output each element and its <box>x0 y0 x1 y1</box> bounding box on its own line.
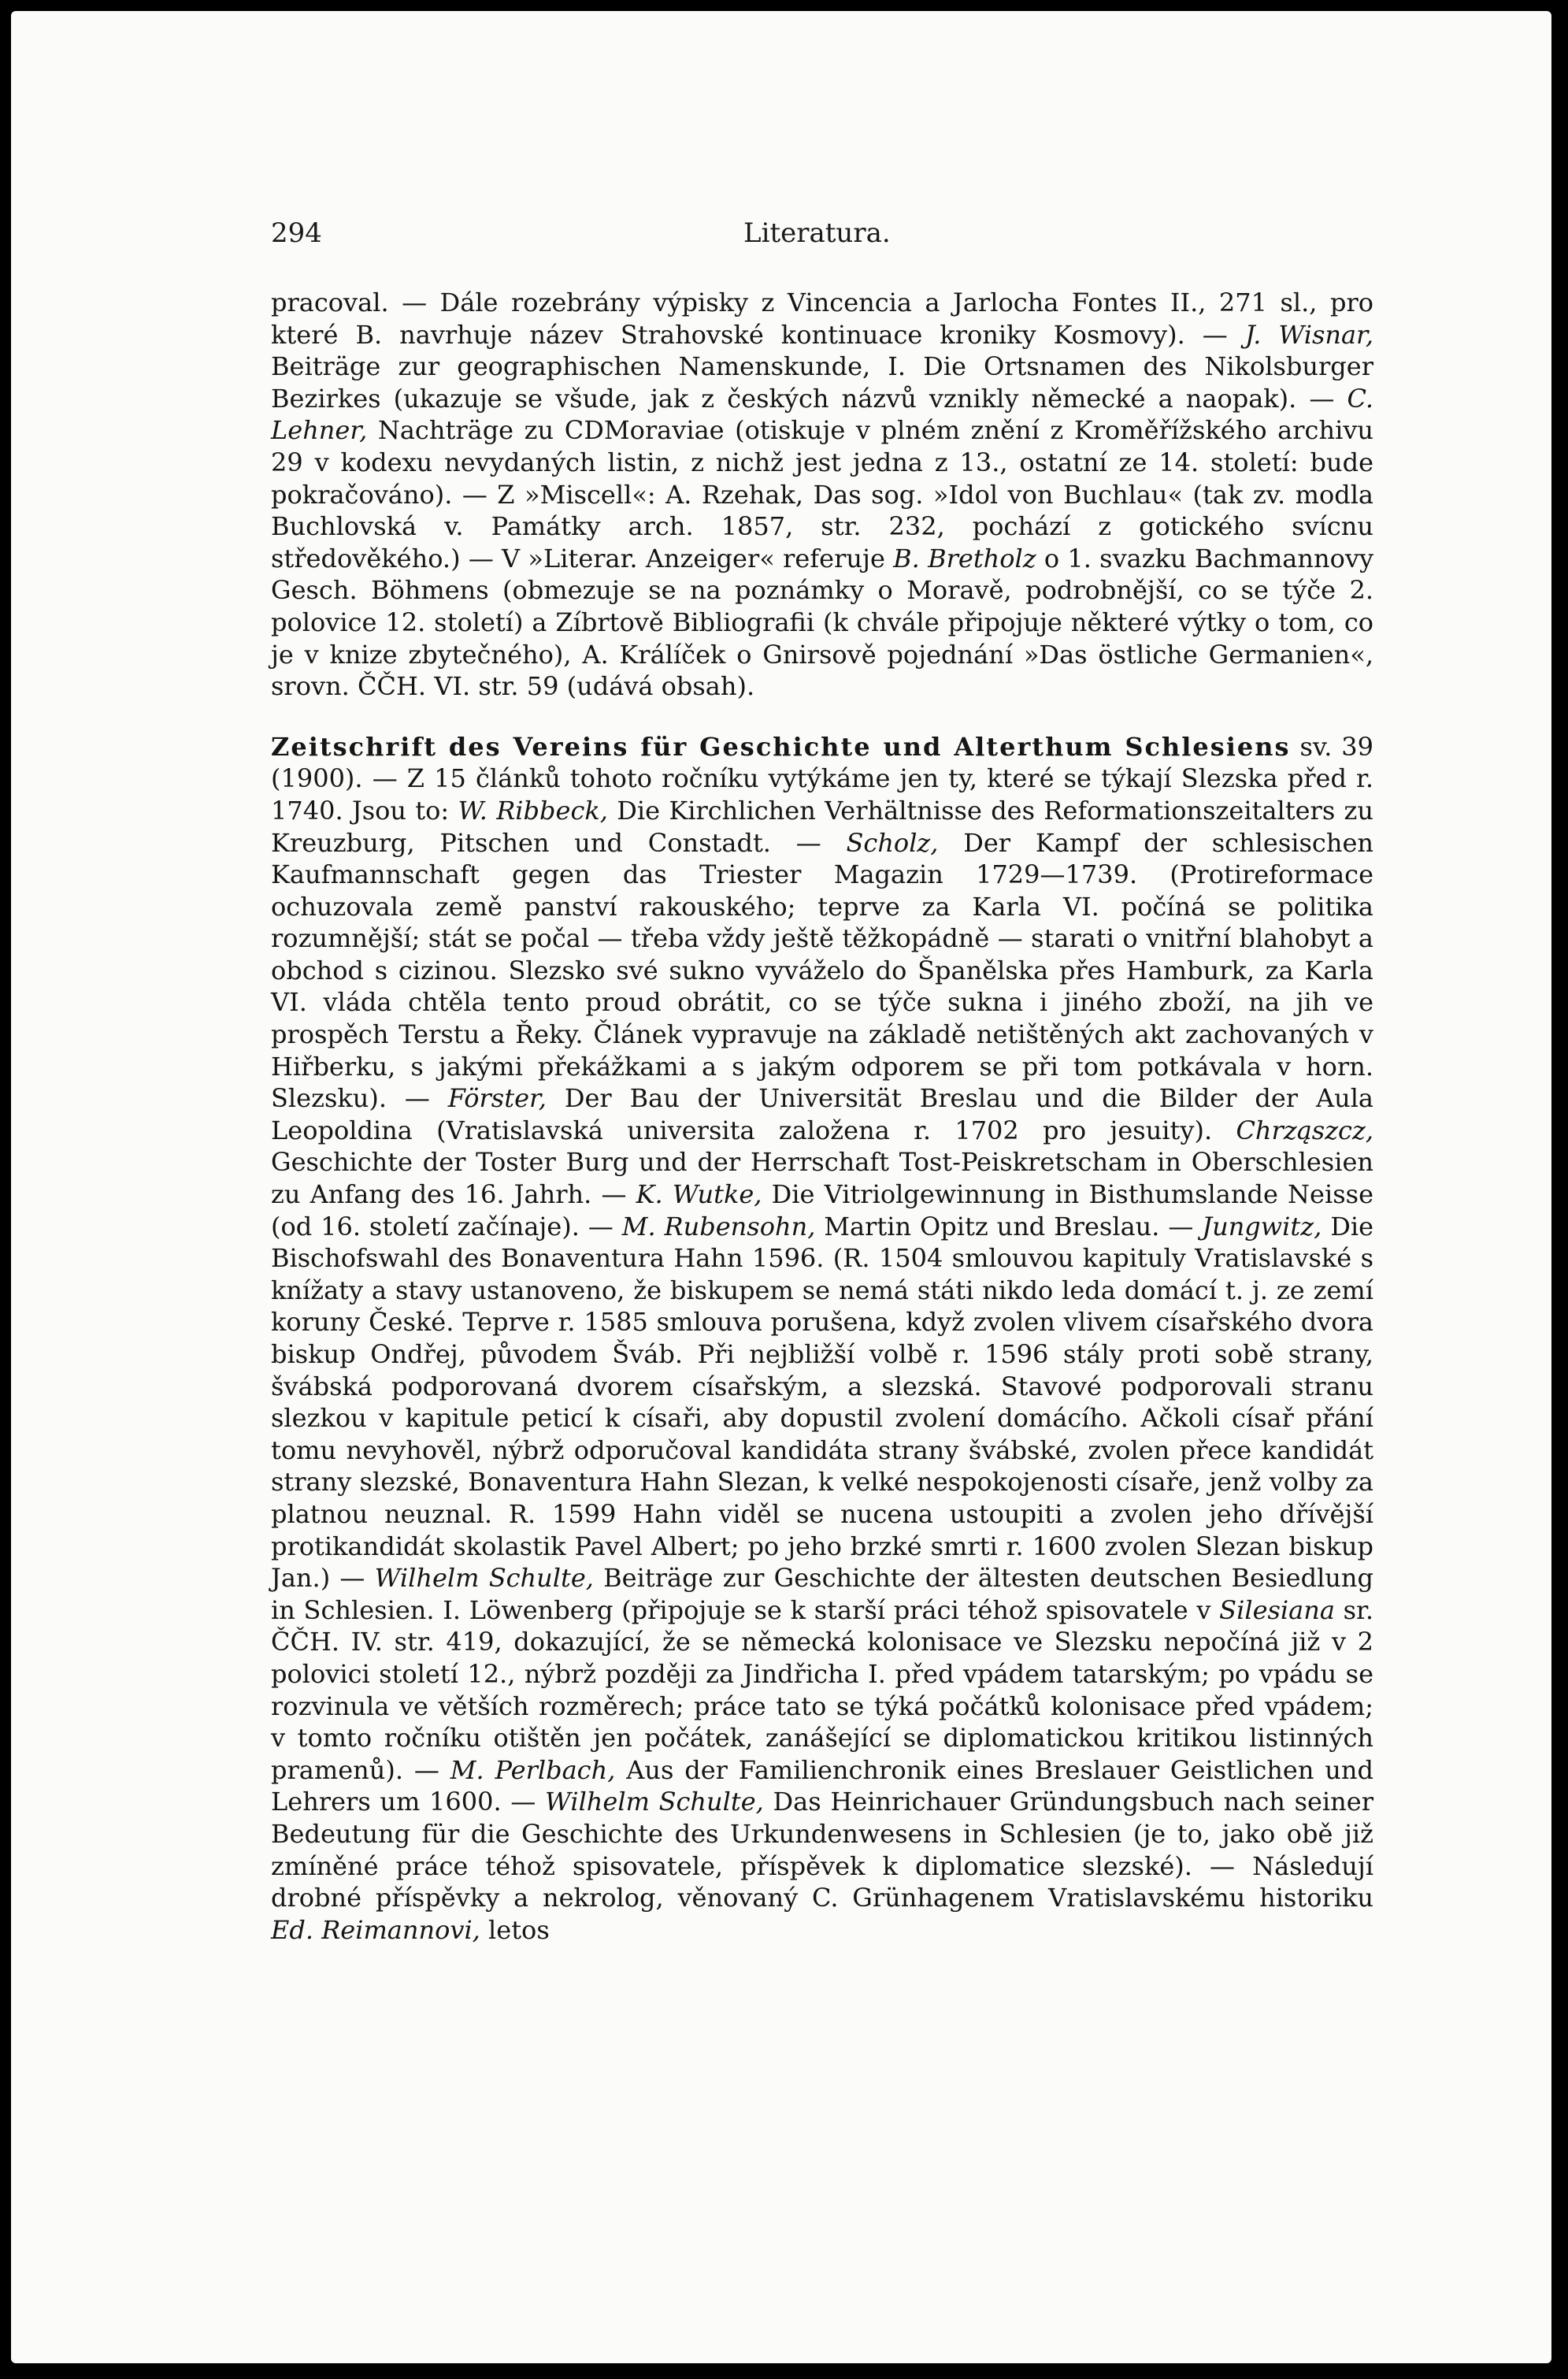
paragraph-literar-review <box>271 287 1373 703</box>
journal-title: Zeitschrift des Vereins für Geschichte und Alterthum Schlesiens <box>271 731 1291 762</box>
text-run: Der Kampf der schlesischen Kaufmannschaft gegen das Triester Magazin 1729—1739. (Protireformace ochuzovala země panství rakouského; teprve za Karla VI. počíná se politika rozumnější; stát se počal — třeba vždy ještě těžkopádně — starati o vnitřní blahobyt a obchod s cizinou. Slezsko své sukno vyváželo do Španělska přes Hamburk, za Karla VI. vláda chtěla tento proud obrátit, co se týče sukna i jiného zboží, na jih ve prospěch Terstu a Řeky. Článek vypravuje na základě netištěných akt zachovaných v Hiřberku, s jakými překážkami a s jakým odporem se při tom potkávala v horn. Slezsku). — <box>271 827 1373 1114</box>
text-run: Aus der Familienchronik eines Breslauer Geistlichen und Lehrers um 1600. — <box>271 1754 1373 1817</box>
running-title: Literatura. <box>743 217 891 249</box>
book-page <box>11 11 1551 2363</box>
text-run: letos <box>480 1914 550 1945</box>
author-name: B. Bretholz <box>893 543 1036 573</box>
author-name: Wilhelm Schulte, <box>374 1563 594 1594</box>
author-name: Wilhelm Schulte, <box>545 1787 764 1817</box>
page-number: 294 <box>271 217 322 249</box>
author-name: Jungwitz, <box>1202 1211 1322 1241</box>
author-name: W. Ribbeck, <box>458 795 608 826</box>
text-run: Das Heinrichauer Gründungsbuch nach seiner Bedeutung für die Geschichte des Urkundenwesens in Schlesien (je to, jako obě již zmíněné práce téhož spisovatele, příspěvek k diplomatice slezské). — Následují drobné příspěvky a nekrolog, věnovaný C. Grünhagenem Vratislavskému historiku <box>271 1787 1374 1913</box>
text-run: sv. 39 (1900). — Z 15 článků tohoto ročníku vytýkáme jen ty, které se týkají Slezska před r. 1740. Jsou to: <box>271 731 1374 826</box>
text-run: sr. ČČH. IV. str. 419, dokazující, že se německá kolonisace ve Slezsku nepočíná již v 2 polovici století 12., nýbrž později za Jindřicha I. před vpádem tatarským; po vpádu se rozvinula ve větších rozměrech; práce tato se týká počátků kolonisace před vpádem; v tomto ročníku otištěn jen počátek, zanášející se diplomatickou kritikou listinných pramenů). — <box>271 1594 1374 1785</box>
author-name: M. Rubensohn, <box>621 1211 816 1241</box>
text-run: Geschichte der Toster Burg und der Herrschaft Tost-Peiskretscham in Oberschlesien zu Anfang des 16. Jahrh. — <box>271 1147 1373 1210</box>
text-run: Die Kirchlichen Verhältnisse des Reformationszeitalters zu Kreuzburg, Pitschen und Constadt. — <box>271 795 1374 858</box>
text-run: Beiträge zur geographischen Namenskunde, I. Die Ortsnamen des Nikolsburger Bezirkes (ukazuje se všude, jak z českých názvů vznikly německé a naopak). — <box>271 351 1373 414</box>
author-name: Ed. Reimannovi, <box>271 1914 480 1945</box>
paragraph-zeitschrift-schlesien <box>271 731 1373 1947</box>
journal-name: Silesiana <box>1219 1594 1335 1625</box>
text-run: Der Bau der Universität Breslau und die Bilder der Aula Leopoldina (Vratislavská universita založena r. 1702 pro jesuity). <box>271 1083 1374 1145</box>
author-name: Scholz, <box>846 827 939 858</box>
author-name: K. Wutke, <box>636 1179 762 1210</box>
text-run: Martin Opitz und Breslau. — <box>815 1211 1203 1241</box>
author-name: C. Lehner, <box>271 383 1373 446</box>
author-name: J. Wisnar, <box>1244 319 1374 350</box>
text-run: Nachträge zu CDMoraviae (otiskuje v plném znění z Kroměřížského archivu 29 v kodexu nevydaných listin, z nichž jest jedna z 13., ostatní ze 14. století: bude pokračováno). — Z »Miscell«: A. Rzehak, Das sog. »Idol von Buchlau« (tak zv. modla Buchlovská v. Památky arch. 1857, str. 232, pochází z gotického svícnu středověkého.) — V »Literar. Anzeiger« referuje <box>271 415 1373 573</box>
page-header <box>271 217 1373 257</box>
body-text <box>271 287 1373 1946</box>
text-run: Die Bischofswahl des Bonaventura Hahn 1596. (R. 1504 smlouvou kapituly Vratislavské s knížaty a stavy ustanoveno, že biskupem se nemá státi nikdo leda domácí t. j. ze zemí koruny České. Teprve r. 1585 smlouva porušena, když zvolen vlivem císařského dvora biskup Ondřej, původem Šváb. Při nejbližší volbě r. 1596 stály proti sobě strany, švábská podporovaná dvorem císařským, a slezská. Stavové podporovali stranu slezkou v kapitule peticí k císaři, aby dopustil zvolení domácího. Ačkoli císař přání tomu nevyhověl, nýbrž odporučoval kandidáta strany švábské, zvolen přece kandidát strany slezské, Bonaventura Hahn Slezan, k velké nespokojenosti císaře, jenž volby za platnou neuznal. R. 1599 Hahn viděl se nucena ustoupiti a zvolen jeho dřívější protikandidát skolastik Pavel Albert; po jeho brzké smrti r. 1600 zvolen Slezan biskup Jan.) — <box>271 1211 1374 1594</box>
text-run: pracoval. — Dále rozebrány výpisky z Vincencia a Jarlocha Fontes II., 271 sl., pro které B. navrhuje název Strahovské kontinuace kroniky Kosmovy). — <box>271 288 1373 350</box>
text-run: o 1. svazku Bachmannovy Gesch. Böhmens (obmezuje se na poznámky o Moravě, podrobnější, co se týče 2. polovice 12. století) a Zíbrtově Bibliografii (k chvále připojuje některé výtky o tom, co je v knize zbytečného), A. Králíček o Gnirsově pojednání »Das östliche Germanien«, srovn. ČČH. VI. str. 59 (udává obsah). <box>271 543 1374 702</box>
text-run: Die Vitriolgewinnung in Bisthumslande Neisse (od 16. století začínaje). — <box>271 1179 1374 1241</box>
author-name: Chrząszcz, <box>1236 1115 1373 1145</box>
author-name: Förster, <box>447 1083 547 1114</box>
author-name: M. Perlbach, <box>450 1754 616 1785</box>
text-run: Beiträge zur Geschichte der ältesten deutschen Besiedlung in Schlesien. I. Löwenberg (připojuje se k starší práci téhož spisovatele v <box>271 1563 1374 1625</box>
